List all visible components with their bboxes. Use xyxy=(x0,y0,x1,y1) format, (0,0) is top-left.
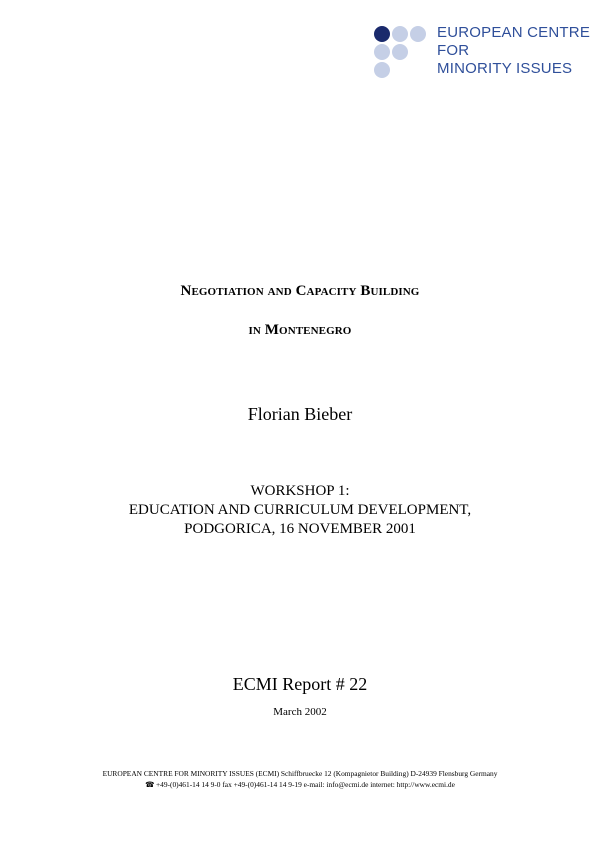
logo-text xyxy=(437,24,590,78)
workshop-line: WORKSHOP 1: xyxy=(250,483,350,499)
footer-address: EUROPEAN CENTRE FOR MINORITY ISSUES (ECMI) Schiffbruecke 12 (Kompagnietor Building) D-24939 Flensburg Germany xyxy=(102,769,498,778)
logo-dot-light xyxy=(392,44,408,60)
workshop-info xyxy=(0,482,600,539)
author-name: Florian Bieber xyxy=(247,404,353,424)
footer-contact: +49-(0)461-14 14 9-0 fax +49-(0)461-14 14 9-19 e-mail: info@ecmi.de internet: http://www.ecmi.de xyxy=(155,780,455,789)
phone-icon: ☎ xyxy=(145,780,155,789)
logo-dot-light xyxy=(392,26,408,42)
footer-contact-line xyxy=(0,779,600,790)
logo-dot-light xyxy=(374,44,390,60)
logo-dot-dark xyxy=(374,26,390,42)
document-title-line-2: in Montenegro xyxy=(248,322,352,338)
ecmi-logo xyxy=(374,24,591,80)
logo-line: EUROPEAN CENTRE xyxy=(437,24,591,41)
logo-line: MINORITY ISSUES xyxy=(437,60,573,77)
logo-line: FOR xyxy=(437,42,470,59)
document-title-line-1: Negotiation and Capacity Building xyxy=(180,283,420,299)
logo-dots-icon xyxy=(374,24,434,80)
workshop-line: PODGORICA, 16 NOVEMBER 2001 xyxy=(184,521,416,537)
footer xyxy=(0,768,600,790)
report-date: March 2002 xyxy=(273,706,327,718)
logo-dot-light xyxy=(410,26,426,42)
logo-dot-light xyxy=(374,62,390,78)
workshop-line: EDUCATION AND CURRICULUM DEVELOPMENT, xyxy=(128,502,472,518)
report-number: ECMI Report # 22 xyxy=(232,674,368,694)
